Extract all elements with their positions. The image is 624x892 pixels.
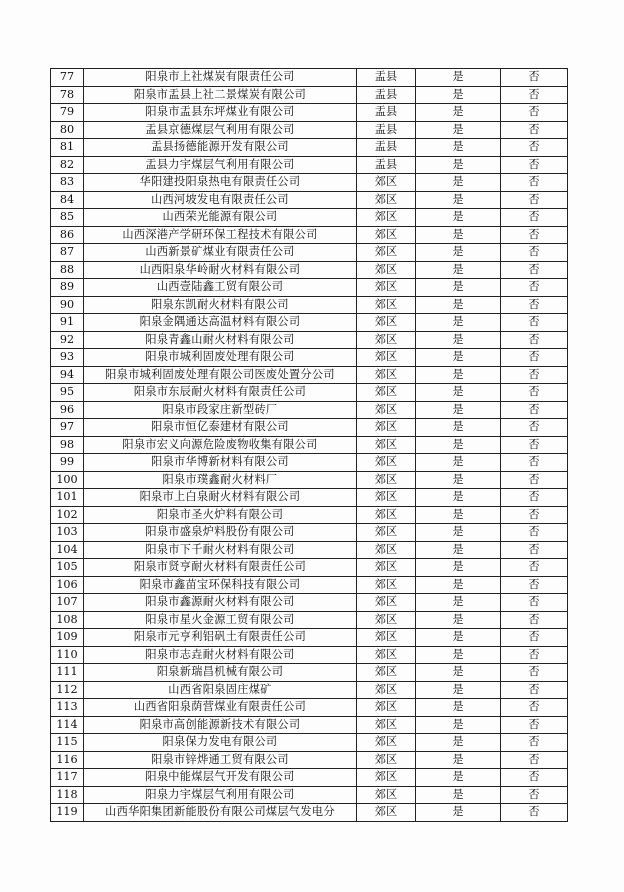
- table-row: [51, 804, 568, 822]
- yes-no-cell-b: 否: [501, 261, 568, 279]
- row-number-cell: 91: [51, 314, 84, 332]
- table-row: [51, 506, 568, 524]
- yes-no-cell-a: 是: [416, 716, 501, 734]
- company-name-cell: 阳泉东凯耐火材料有限公司: [84, 296, 357, 314]
- district-cell: 郊区: [357, 296, 416, 314]
- district-cell: 郊区: [357, 261, 416, 279]
- table-row: [51, 681, 568, 699]
- row-number-cell: 98: [51, 436, 84, 454]
- yes-no-cell-a: 是: [416, 471, 501, 489]
- yes-no-cell-a: 是: [416, 629, 501, 647]
- company-name-cell: 山西省阳泉固庄煤矿: [84, 681, 357, 699]
- yes-no-cell-b: 否: [501, 716, 568, 734]
- yes-no-cell-b: 否: [501, 646, 568, 664]
- table-row: [51, 541, 568, 559]
- company-name-cell: 阳泉中能煤层气开发有限公司: [84, 769, 357, 787]
- yes-no-cell-a: 是: [416, 174, 501, 192]
- yes-no-cell-a: 是: [416, 734, 501, 752]
- yes-no-cell-a: 是: [416, 769, 501, 787]
- table-row: [51, 191, 568, 209]
- district-cell: 郊区: [357, 454, 416, 472]
- yes-no-cell-a: 是: [416, 786, 501, 804]
- company-name-cell: 阳泉市宏义向源危险废物收集有限公司: [84, 436, 357, 454]
- district-cell: 郊区: [357, 681, 416, 699]
- yes-no-cell-a: 是: [416, 454, 501, 472]
- yes-no-cell-b: 否: [501, 786, 568, 804]
- row-number-cell: 110: [51, 646, 84, 664]
- yes-no-cell-a: 是: [416, 209, 501, 227]
- company-name-cell: 山西新景矿煤业有限责任公司: [84, 244, 357, 262]
- yes-no-cell-b: 否: [501, 401, 568, 419]
- district-cell: 郊区: [357, 786, 416, 804]
- table-row: [51, 226, 568, 244]
- yes-no-cell-a: 是: [416, 244, 501, 262]
- table-row: [51, 366, 568, 384]
- yes-no-cell-b: 否: [501, 121, 568, 139]
- row-number-cell: 95: [51, 384, 84, 402]
- row-number-cell: 87: [51, 244, 84, 262]
- yes-no-cell-b: 否: [501, 244, 568, 262]
- yes-no-cell-a: 是: [416, 594, 501, 612]
- row-number-cell: 117: [51, 769, 84, 787]
- company-name-cell: 阳泉市城利固废处理有限公司医废处置分公司: [84, 366, 357, 384]
- table-row: [51, 261, 568, 279]
- yes-no-cell-b: 否: [501, 174, 568, 192]
- yes-no-cell-b: 否: [501, 611, 568, 629]
- table-row: [51, 104, 568, 122]
- yes-no-cell-a: 是: [416, 419, 501, 437]
- company-name-cell: 阳泉市上社煤炭有限责任公司: [84, 69, 357, 87]
- company-name-cell: 阳泉市下千耐火材料有限公司: [84, 541, 357, 559]
- company-name-cell: 阳泉市上白泉耐火材料有限公司: [84, 489, 357, 507]
- row-number-cell: 102: [51, 506, 84, 524]
- row-number-cell: 111: [51, 664, 84, 682]
- table-row: [51, 559, 568, 577]
- yes-no-cell-b: 否: [501, 594, 568, 612]
- row-number-cell: 97: [51, 419, 84, 437]
- table-row: [51, 331, 568, 349]
- yes-no-cell-a: 是: [416, 559, 501, 577]
- district-cell: 郊区: [357, 436, 416, 454]
- yes-no-cell-a: 是: [416, 121, 501, 139]
- district-cell: 盂县: [357, 69, 416, 87]
- district-cell: 郊区: [357, 384, 416, 402]
- company-name-cell: 盂县京德煤层气利用有限公司: [84, 121, 357, 139]
- yes-no-cell-a: 是: [416, 489, 501, 507]
- table-row: [51, 121, 568, 139]
- district-cell: 郊区: [357, 331, 416, 349]
- table-row: [51, 69, 568, 87]
- table-row: [51, 576, 568, 594]
- company-name-cell: 山西省阳泉荫营煤业有限责任公司: [84, 699, 357, 717]
- yes-no-cell-b: 否: [501, 331, 568, 349]
- yes-no-cell-a: 是: [416, 699, 501, 717]
- row-number-cell: 107: [51, 594, 84, 612]
- yes-no-cell-a: 是: [416, 331, 501, 349]
- table-row: [51, 296, 568, 314]
- district-cell: 郊区: [357, 769, 416, 787]
- enterprise-table: [50, 68, 568, 822]
- company-name-cell: 阳泉市高创能源新技术有限公司: [84, 716, 357, 734]
- yes-no-cell-a: 是: [416, 681, 501, 699]
- row-number-cell: 81: [51, 139, 84, 157]
- row-number-cell: 119: [51, 804, 84, 822]
- row-number-cell: 77: [51, 69, 84, 87]
- table-row: [51, 349, 568, 367]
- row-number-cell: 96: [51, 401, 84, 419]
- table-row: [51, 489, 568, 507]
- table-row: [51, 244, 568, 262]
- row-number-cell: 90: [51, 296, 84, 314]
- yes-no-cell-a: 是: [416, 646, 501, 664]
- table-row: [51, 471, 568, 489]
- row-number-cell: 106: [51, 576, 84, 594]
- district-cell: 盂县: [357, 139, 416, 157]
- row-number-cell: 103: [51, 524, 84, 542]
- district-cell: 郊区: [357, 594, 416, 612]
- district-cell: 郊区: [357, 471, 416, 489]
- yes-no-cell-a: 是: [416, 349, 501, 367]
- company-name-cell: 阳泉新瑞昌机械有限公司: [84, 664, 357, 682]
- yes-no-cell-a: 是: [416, 804, 501, 822]
- yes-no-cell-a: 是: [416, 436, 501, 454]
- row-number-cell: 92: [51, 331, 84, 349]
- yes-no-cell-b: 否: [501, 681, 568, 699]
- yes-no-cell-a: 是: [416, 576, 501, 594]
- row-number-cell: 86: [51, 226, 84, 244]
- company-name-cell: 阳泉市华博新材料有限公司: [84, 454, 357, 472]
- company-name-cell: 山西华阳集团新能股份有限公司煤层气发电分: [84, 804, 357, 822]
- company-name-cell: 阳泉市城利固废处理有限公司: [84, 349, 357, 367]
- row-number-cell: 80: [51, 121, 84, 139]
- district-cell: 郊区: [357, 524, 416, 542]
- yes-no-cell-a: 是: [416, 664, 501, 682]
- yes-no-cell-a: 是: [416, 314, 501, 332]
- yes-no-cell-b: 否: [501, 226, 568, 244]
- yes-no-cell-b: 否: [501, 471, 568, 489]
- yes-no-cell-b: 否: [501, 279, 568, 297]
- yes-no-cell-b: 否: [501, 366, 568, 384]
- company-name-cell: 阳泉市鑫源耐火材料有限公司: [84, 594, 357, 612]
- table-row: [51, 699, 568, 717]
- table-row: [51, 156, 568, 174]
- row-number-cell: 101: [51, 489, 84, 507]
- yes-no-cell-b: 否: [501, 384, 568, 402]
- row-number-cell: 83: [51, 174, 84, 192]
- district-cell: 郊区: [357, 629, 416, 647]
- row-number-cell: 109: [51, 629, 84, 647]
- district-cell: 郊区: [357, 174, 416, 192]
- table-row: [51, 751, 568, 769]
- yes-no-cell-b: 否: [501, 139, 568, 157]
- district-cell: 郊区: [357, 716, 416, 734]
- district-cell: 郊区: [357, 314, 416, 332]
- company-name-cell: 盂县扬德能源开发有限公司: [84, 139, 357, 157]
- yes-no-cell-a: 是: [416, 86, 501, 104]
- district-cell: 郊区: [357, 664, 416, 682]
- district-cell: 郊区: [357, 734, 416, 752]
- table-row: [51, 734, 568, 752]
- table-row: [51, 786, 568, 804]
- district-cell: 郊区: [357, 699, 416, 717]
- yes-no-cell-a: 是: [416, 611, 501, 629]
- yes-no-cell-b: 否: [501, 524, 568, 542]
- table-row: [51, 716, 568, 734]
- company-name-cell: 阳泉市段家庄新型砖厂: [84, 401, 357, 419]
- yes-no-cell-a: 是: [416, 279, 501, 297]
- district-cell: 郊区: [357, 751, 416, 769]
- yes-no-cell-b: 否: [501, 104, 568, 122]
- yes-no-cell-b: 否: [501, 541, 568, 559]
- yes-no-cell-b: 否: [501, 419, 568, 437]
- yes-no-cell-a: 是: [416, 524, 501, 542]
- district-cell: 郊区: [357, 576, 416, 594]
- yes-no-cell-b: 否: [501, 699, 568, 717]
- yes-no-cell-b: 否: [501, 751, 568, 769]
- row-number-cell: 78: [51, 86, 84, 104]
- district-cell: 郊区: [357, 419, 416, 437]
- company-name-cell: 山西阳泉华岭耐火材料有限公司: [84, 261, 357, 279]
- district-cell: 郊区: [357, 559, 416, 577]
- company-name-cell: 阳泉市锌烨通工贸有限公司: [84, 751, 357, 769]
- district-cell: 郊区: [357, 244, 416, 262]
- yes-no-cell-b: 否: [501, 734, 568, 752]
- row-number-cell: 114: [51, 716, 84, 734]
- yes-no-cell-a: 是: [416, 366, 501, 384]
- yes-no-cell-b: 否: [501, 191, 568, 209]
- yes-no-cell-a: 是: [416, 401, 501, 419]
- yes-no-cell-b: 否: [501, 664, 568, 682]
- district-cell: 盂县: [357, 86, 416, 104]
- table-row: [51, 314, 568, 332]
- company-name-cell: 阳泉力宇煤层气利用有限公司: [84, 786, 357, 804]
- row-number-cell: 93: [51, 349, 84, 367]
- company-name-cell: 阳泉市恒亿泰建材有限公司: [84, 419, 357, 437]
- table-row: [51, 646, 568, 664]
- company-name-cell: 阳泉市盂县上社二景煤炭有限公司: [84, 86, 357, 104]
- table-row: [51, 611, 568, 629]
- table-row: [51, 436, 568, 454]
- row-number-cell: 89: [51, 279, 84, 297]
- row-number-cell: 100: [51, 471, 84, 489]
- yes-no-cell-a: 是: [416, 191, 501, 209]
- company-name-cell: 阳泉市元亨利铝矾土有限责任公司: [84, 629, 357, 647]
- district-cell: 郊区: [357, 401, 416, 419]
- yes-no-cell-b: 否: [501, 559, 568, 577]
- district-cell: 郊区: [357, 209, 416, 227]
- table-row: [51, 769, 568, 787]
- district-cell: 郊区: [357, 506, 416, 524]
- row-number-cell: 82: [51, 156, 84, 174]
- table-row: [51, 384, 568, 402]
- company-name-cell: 阳泉市鑫苗宝环保科技有限公司: [84, 576, 357, 594]
- district-cell: 郊区: [357, 349, 416, 367]
- yes-no-cell-b: 否: [501, 349, 568, 367]
- table-row: [51, 209, 568, 227]
- company-name-cell: 阳泉市星火金源工贸有限公司: [84, 611, 357, 629]
- company-name-cell: 山西河坡发电有限责任公司: [84, 191, 357, 209]
- company-name-cell: 华阳建投阳泉热电有限责任公司: [84, 174, 357, 192]
- row-number-cell: 79: [51, 104, 84, 122]
- yes-no-cell-b: 否: [501, 454, 568, 472]
- row-number-cell: 113: [51, 699, 84, 717]
- yes-no-cell-a: 是: [416, 506, 501, 524]
- yes-no-cell-b: 否: [501, 209, 568, 227]
- yes-no-cell-b: 否: [501, 296, 568, 314]
- district-cell: 盂县: [357, 121, 416, 139]
- yes-no-cell-a: 是: [416, 261, 501, 279]
- table-row: [51, 279, 568, 297]
- company-name-cell: 阳泉市东辰耐火材料有限责任公司: [84, 384, 357, 402]
- row-number-cell: 115: [51, 734, 84, 752]
- table-row: [51, 401, 568, 419]
- table-row: [51, 86, 568, 104]
- row-number-cell: 108: [51, 611, 84, 629]
- district-cell: 盂县: [357, 104, 416, 122]
- yes-no-cell-b: 否: [501, 804, 568, 822]
- company-name-cell: 阳泉金隅通达高温材料有限公司: [84, 314, 357, 332]
- company-name-cell: 阳泉市盛泉炉料股份有限公司: [84, 524, 357, 542]
- district-cell: 郊区: [357, 489, 416, 507]
- yes-no-cell-a: 是: [416, 751, 501, 769]
- row-number-cell: 85: [51, 209, 84, 227]
- yes-no-cell-b: 否: [501, 506, 568, 524]
- row-number-cell: 105: [51, 559, 84, 577]
- yes-no-cell-a: 是: [416, 541, 501, 559]
- yes-no-cell-a: 是: [416, 69, 501, 87]
- district-cell: 郊区: [357, 611, 416, 629]
- table-row: [51, 524, 568, 542]
- row-number-cell: 84: [51, 191, 84, 209]
- yes-no-cell-b: 否: [501, 314, 568, 332]
- row-number-cell: 118: [51, 786, 84, 804]
- yes-no-cell-b: 否: [501, 576, 568, 594]
- yes-no-cell-b: 否: [501, 629, 568, 647]
- company-name-cell: 山西深港产学研环保工程技术有限公司: [84, 226, 357, 244]
- table-row: [51, 664, 568, 682]
- yes-no-cell-b: 否: [501, 436, 568, 454]
- table-row: [51, 594, 568, 612]
- yes-no-cell-a: 是: [416, 296, 501, 314]
- company-name-cell: 阳泉市璞鑫耐火材料厂: [84, 471, 357, 489]
- table-row: [51, 139, 568, 157]
- yes-no-cell-a: 是: [416, 156, 501, 174]
- table-row: [51, 454, 568, 472]
- company-name-cell: 阳泉市盂县东坪煤业有限公司: [84, 104, 357, 122]
- district-cell: 郊区: [357, 804, 416, 822]
- yes-no-cell-b: 否: [501, 489, 568, 507]
- district-cell: 郊区: [357, 226, 416, 244]
- district-cell: 盂县: [357, 156, 416, 174]
- table-body: [51, 69, 568, 822]
- district-cell: 郊区: [357, 646, 416, 664]
- yes-no-cell-a: 是: [416, 384, 501, 402]
- yes-no-cell-b: 否: [501, 69, 568, 87]
- company-name-cell: 阳泉保力发电有限公司: [84, 734, 357, 752]
- company-name-cell: 山西荣光能源有限公司: [84, 209, 357, 227]
- company-name-cell: 阳泉市贤亨耐火材料有限责任公司: [84, 559, 357, 577]
- table-row: [51, 419, 568, 437]
- district-cell: 郊区: [357, 191, 416, 209]
- yes-no-cell-a: 是: [416, 104, 501, 122]
- company-name-cell: 阳泉市志垚耐火材料有限公司: [84, 646, 357, 664]
- row-number-cell: 94: [51, 366, 84, 384]
- row-number-cell: 116: [51, 751, 84, 769]
- district-cell: 郊区: [357, 279, 416, 297]
- company-name-cell: 盂县力宇煤层气利用有限公司: [84, 156, 357, 174]
- row-number-cell: 88: [51, 261, 84, 279]
- company-name-cell: 山西壹陆鑫工贸有限公司: [84, 279, 357, 297]
- row-number-cell: 99: [51, 454, 84, 472]
- district-cell: 郊区: [357, 541, 416, 559]
- yes-no-cell-a: 是: [416, 226, 501, 244]
- district-cell: 郊区: [357, 366, 416, 384]
- row-number-cell: 104: [51, 541, 84, 559]
- table-row: [51, 629, 568, 647]
- yes-no-cell-b: 否: [501, 156, 568, 174]
- table-row: [51, 174, 568, 192]
- yes-no-cell-b: 否: [501, 769, 568, 787]
- yes-no-cell-a: 是: [416, 139, 501, 157]
- company-name-cell: 阳泉青鑫山耐火材料有限公司: [84, 331, 357, 349]
- yes-no-cell-b: 否: [501, 86, 568, 104]
- row-number-cell: 112: [51, 681, 84, 699]
- company-name-cell: 阳泉市圣火炉料有限公司: [84, 506, 357, 524]
